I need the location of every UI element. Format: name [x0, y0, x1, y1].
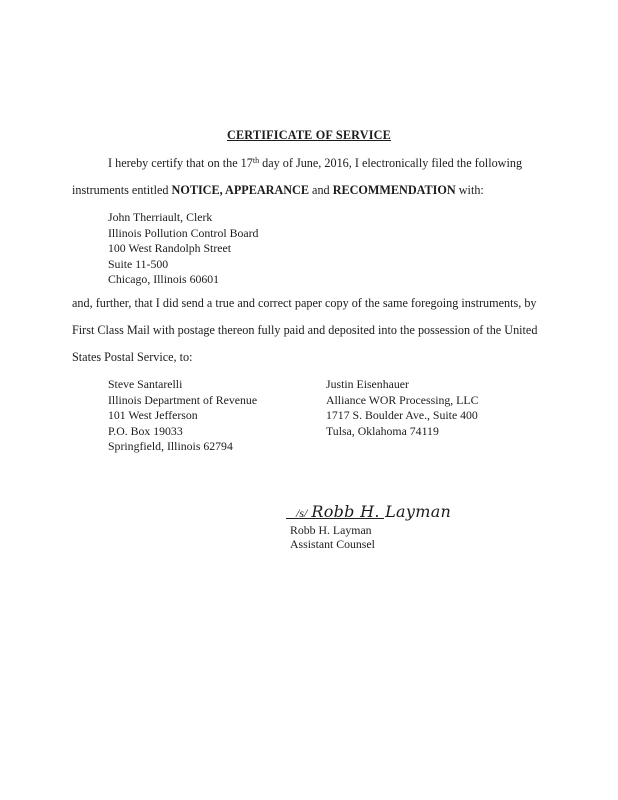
recipient-left-line: Steve Santarelli — [108, 377, 183, 391]
instruments-text-and: and — [309, 183, 333, 197]
clerk-address-line: Chicago, Illinois 60601 — [108, 272, 220, 287]
recipient-address-right — [326, 377, 478, 439]
recipient-left-line: Springfield, Illinois 62794 — [108, 439, 233, 454]
further-line-1: and, further, that I did send a true and correct paper copy of the same foregoing instruments, by — [72, 296, 537, 310]
recipient-left-line: P.O. Box 19033 — [108, 423, 183, 438]
signature-prefix: /s/ — [296, 506, 308, 520]
signer-title: Assistant Counsel — [290, 537, 375, 552]
signer-block — [290, 523, 375, 552]
signer-name: Robb H. Layman — [290, 523, 372, 537]
further-line-3: States Postal Service, to: — [72, 350, 193, 364]
instruments-bold-recommendation: RECOMMENDATION — [332, 183, 456, 197]
clerk-address-line: Suite 11-500 — [108, 256, 169, 271]
recipient-right-line: Alliance WOR Processing, LLC — [326, 392, 479, 407]
clerk-address-line: 100 West Randolph Street — [108, 241, 232, 256]
recipient-left-line: Illinois Department of Revenue — [108, 392, 258, 407]
instruments-text-post: with: — [455, 183, 484, 197]
recipient-left-line: 101 West Jefferson — [108, 408, 198, 423]
document-title: CERTIFICATE OF SERVICE — [226, 128, 392, 142]
certify-text-post: day of June, 2016, I electronically filed the following — [259, 156, 523, 170]
further-line-2: First Class Mail with postage thereon fully paid and deposited into the possession of the United — [72, 323, 538, 337]
certify-text-pre: I hereby certify that on the 17 — [108, 156, 253, 170]
certify-superscript: th — [252, 156, 260, 165]
clerk-address-line: John Therriault, Clerk — [108, 210, 213, 224]
recipient-right-line: Justin Eisenhauer — [326, 377, 409, 391]
signature-block — [296, 502, 451, 522]
clerk-address-block — [108, 210, 258, 288]
instruments-line — [72, 183, 484, 197]
handwritten-signature: Robb H. Layman — [311, 502, 452, 521]
instruments-bold-notice: NOTICE, APPEARANCE — [171, 183, 309, 197]
signature-line — [286, 518, 384, 519]
recipient-right-line: 1717 S. Boulder Ave., Suite 400 — [326, 408, 478, 423]
recipient-right-line: Tulsa, Oklahoma 74119 — [326, 423, 439, 438]
instruments-text-pre: instruments entitled — [72, 183, 172, 197]
clerk-address-line: Illinois Pollution Control Board — [108, 225, 259, 240]
certify-line — [108, 156, 522, 170]
recipient-address-left — [108, 377, 257, 455]
